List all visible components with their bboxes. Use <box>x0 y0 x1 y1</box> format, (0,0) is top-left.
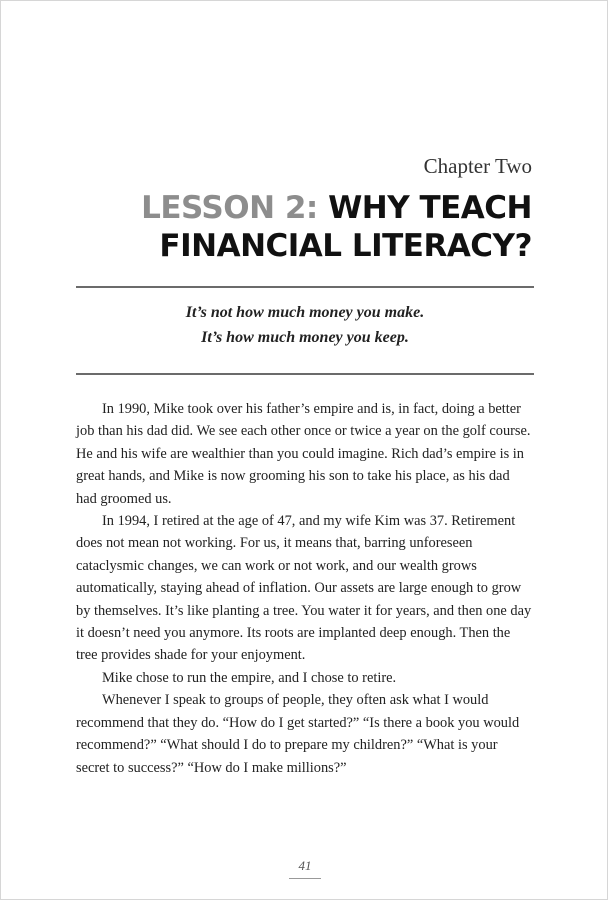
top-divider <box>76 286 534 288</box>
body-paragraph: Mike chose to run the empire, and I chose to retire. <box>102 669 397 686</box>
lesson-number: LESSON 2: <box>141 190 318 226</box>
body-paragraph: In 1994, I retired at the age of 47, and my wife Kim was 37. Retirement does not mean not working. For us, it means that, barring unforeseen cataclysmic changes, we can work or not work, and our wealth grows automatically, staying ahead of inflation. Our assets are large enough to grow by themselves. It’s like planting a tree. You water it for years, and then one day it doesn’t need you anymore. Its roots are implanted deep enough. Then the tree provides shade for your enjoyment. <box>76 513 532 664</box>
bottom-divider <box>76 373 534 375</box>
chapter-title-line1: WHY TEACH <box>328 190 532 226</box>
body-paragraph: In 1990, Mike took over his father’s empire and is, in fact, doing a better job than his dad did. We see each other once or twice a year on the golf course. He and his wife are wealthier than you could imagine. Rich dad’s empire is in great hands, and Mike is now grooming his son to take his place, as his dad had groomed us. <box>76 401 531 507</box>
chapter-label: Chapter Two <box>423 154 532 178</box>
page-number: 41 <box>298 858 312 873</box>
chapter-title-line2: FINANCIAL LITERACY? <box>159 228 532 264</box>
body-paragraph: Whenever I speak to groups of people, they often ask what I would recommend that they do. “How do I get started?” “Is there a book you would recommend?” “What should I do to prepare my children?” “What is your secret to success?” “How do I make millions?” <box>76 692 520 776</box>
chapter-title <box>72 189 532 265</box>
epigraph-line1: It’s not how much money you make. <box>185 304 425 321</box>
epigraph-line2: It’s how much money you keep. <box>201 329 409 346</box>
epigraph <box>76 300 534 350</box>
body-text <box>76 398 534 779</box>
page-number-underline <box>289 878 321 879</box>
